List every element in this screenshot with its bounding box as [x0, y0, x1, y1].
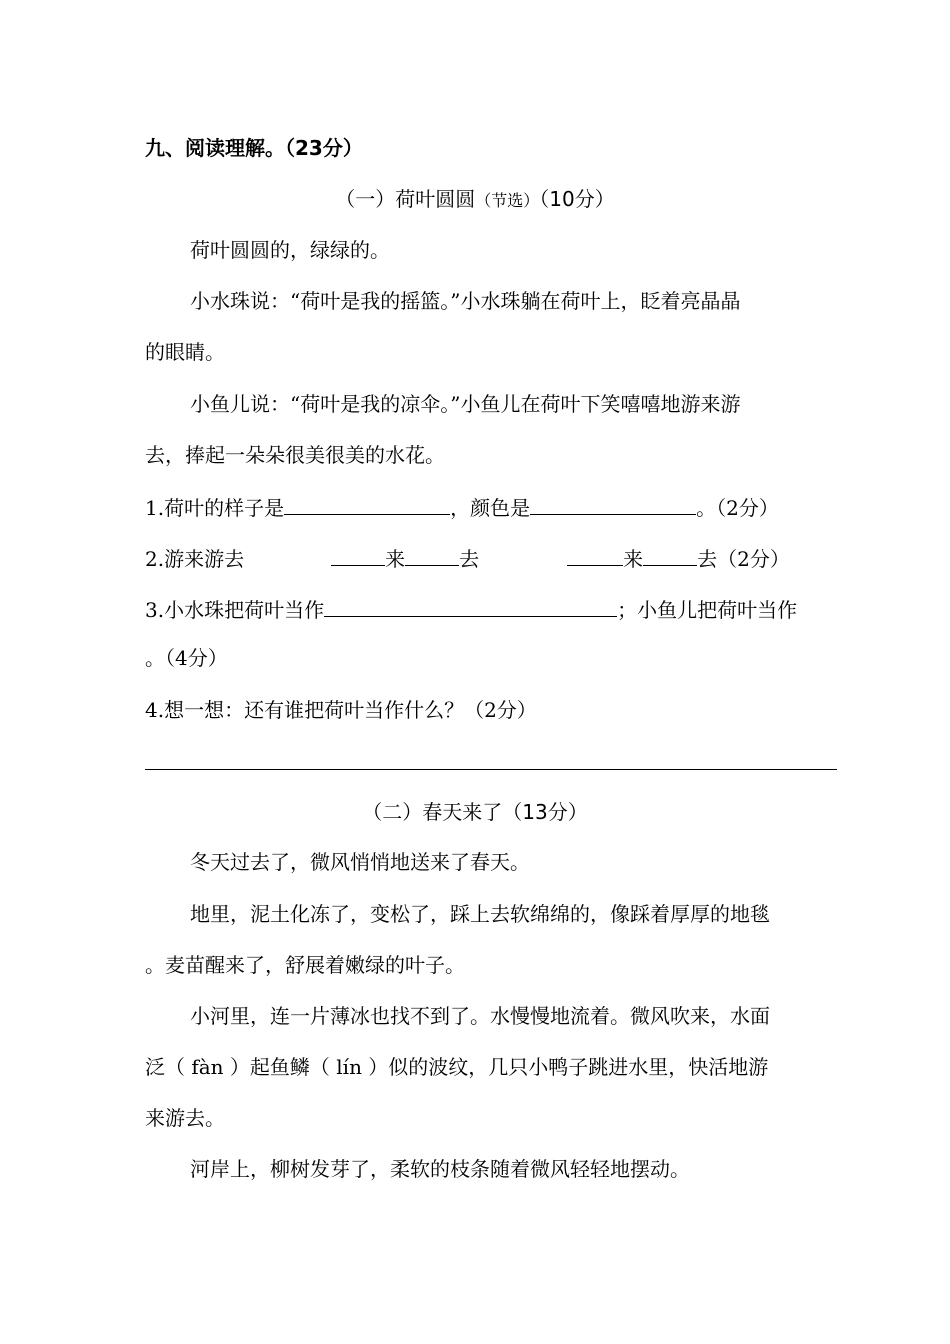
question-1-text: 1.荷叶的样子是	[145, 496, 285, 520]
passage1-title-main: （一）荷叶圆圆	[335, 187, 476, 211]
passage2-line: 来游去。	[145, 1106, 225, 1130]
passage1-line: 小鱼儿说：“荷叶是我的凉伞。”小鱼儿在荷叶下笑嘻嘻地游来游	[190, 392, 741, 416]
passage1-line: 荷叶圆圆的，绿绿的。	[190, 238, 390, 262]
passage1-title-score: （10分）	[539, 187, 615, 211]
answer-blank[interactable]	[530, 492, 696, 515]
answer-blank[interactable]	[643, 543, 697, 566]
passage1-title	[0, 186, 950, 214]
passage2-line: 小河里，连一片薄冰也找不到了。水慢慢地流着。微风吹来，水面	[190, 1004, 770, 1028]
question-2-text: 去	[459, 547, 480, 571]
question-2-text: 来	[623, 547, 644, 571]
question-2-text: 来	[385, 547, 406, 571]
passage2-line: 泛（ fàn ）起鱼鳞（ lín ）似的波纹，几只小鸭子跳进水里，快活地游	[145, 1055, 769, 1079]
question-4: 4.想一想：还有谁把荷叶当作什么？（2分）	[145, 698, 537, 722]
passage2-line: 河岸上，柳树发芽了，柔软的枝条随着微风轻轻地摆动。	[190, 1157, 690, 1181]
answer-line[interactable]	[145, 769, 837, 770]
question-3-cont: 。（4分）	[145, 646, 228, 670]
question-3	[145, 594, 797, 623]
question-1	[145, 492, 779, 521]
passage2-line: 冬天过去了，微风悄悄地送来了春天。	[190, 850, 530, 874]
answer-blank[interactable]	[405, 543, 459, 566]
passage1-line: 去，捧起一朵朵很美很美的水花。	[145, 443, 445, 467]
question-1-text: ，颜色是	[450, 496, 531, 520]
passage2-title: （二）春天来了（13分）	[362, 800, 588, 824]
question-2-word: 2.游来游去	[145, 547, 245, 571]
question-3-text: ；小鱼儿把荷叶当作	[617, 598, 798, 622]
question-3-text: 3.小水珠把荷叶当作	[145, 598, 325, 622]
answer-blank[interactable]	[284, 492, 450, 515]
question-2-text: 去（2分）	[697, 547, 790, 571]
question-2	[145, 543, 790, 572]
passage2-line: 地里，泥土化冻了，变松了，踩上去软绵绵的，像踩着厚厚的地毯	[190, 902, 770, 926]
passage1-line: 的眼睛。	[145, 340, 225, 364]
passage2-line: 。麦苗醒来了，舒展着嫩绿的叶子。	[145, 953, 465, 977]
section-title: 九、阅读理解。（23分）	[145, 136, 363, 160]
answer-blank[interactable]	[331, 543, 385, 566]
answer-blank[interactable]	[567, 543, 623, 566]
question-1-text: 。（2分）	[696, 496, 779, 520]
answer-blank[interactable]	[324, 594, 617, 617]
passage1-line: 小水珠说：“荷叶是我的摇篮。”小水珠躺在荷叶上，眨着亮晶晶	[190, 289, 741, 313]
passage1-title-note: （节选）	[475, 191, 540, 210]
